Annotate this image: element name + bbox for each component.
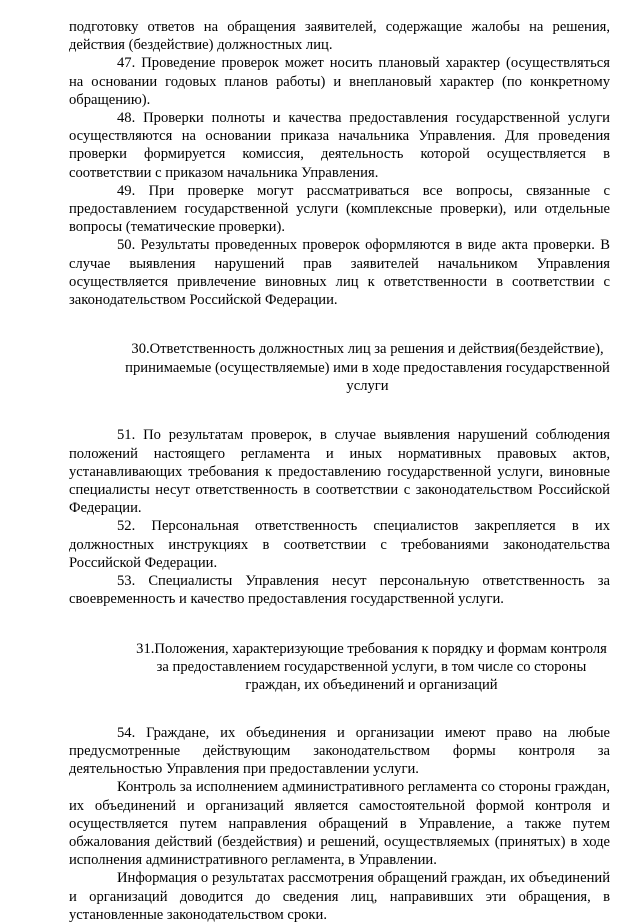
paragraph-54: 54. Граждане, их объединения и организации имеют право на любые предусмотренные действующим законодательством формы контроля за деятельностью Управления при предоставлении услуги. [69, 724, 610, 778]
paragraph-47: 47. Проведение проверок может носить плановый характер (осуществляться на основании годовых планов работы) и внеплановый характер (по конкретному обращению). [69, 55, 610, 108]
paragraph-51: 51. По результатам проверок, в случае выявления нарушений соблюдения положений настоящего регламента и иных нормативных правовых актов, устанавливающих требования к предоставлению государственной услуги, виновные специалисты несут ответственность в соответствии с законодательством Российской Федерации. [69, 427, 610, 517]
paragraph-48: 48. Проверки полноты и качества предоставления государственной услуги осуществляются на основании приказа начальника Управления. Для проведения проверки формируется комиссия, деятельность которой осуществляется в соответствии с приказом начальника Управления. [69, 110, 610, 181]
paragraph-50: 50. Результаты проведенных проверок оформляются в виде акта проверки. В случае выявления нарушений прав заявителей начальником Управления осуществляется привлечение виновных лиц к ответственности в соответствии с законодательством Российской Федерации. [69, 237, 610, 309]
paragraph-citizen-control: Контроль за исполнением административного регламента со стороны граждан, их объединений и организаций является самостоятельной формой контроля и осуществляется путем направления обращений в Управление, а также путем обжалования действий (бездействия) и решений, осуществляемых (принятых) в ходе исполнения административного регламента, в Управлении. [69, 779, 610, 869]
paragraph-results-info: Информация о результатах рассмотрения обращений граждан, их объединений и организаций доводится до сведения лиц, направивших эти обращения, в установленные законодательством сроки. [69, 870, 610, 923]
section-heading-30: 30.Ответственность должностных лиц за решения и действия(бездействие), принимаемые (осуществляемые) ими в ходе предоставления государственной услуги [125, 341, 610, 395]
document-page [69, 18, 610, 924]
paragraph-53: 53. Специалисты Управления несут персональную ответственность за своевременность и качество предоставления государственной услуги. [69, 573, 610, 608]
section-heading-31: 31.Положения, характеризующие требования к порядку и формам контроля за предоставлением государственной услуги, в том числе со стороны граждан, их объединений и организаций [136, 640, 607, 694]
paragraph-52: 52. Персональная ответственность специалистов закрепляется в их должностных инструкциях в соответствии с требованиями законодательства Российской Федерации. [69, 518, 610, 571]
paragraph-49: 49. При проверке могут рассматриваться все вопросы, связанные с предоставлением государственной услуги (комплексные проверки), или отдельные вопросы (тематические проверки). [69, 182, 610, 236]
paragraph-continuation: подготовку ответов на обращения заявителей, содержащие жалобы на решения, действия (бездействие) должностных лиц. [69, 19, 610, 54]
